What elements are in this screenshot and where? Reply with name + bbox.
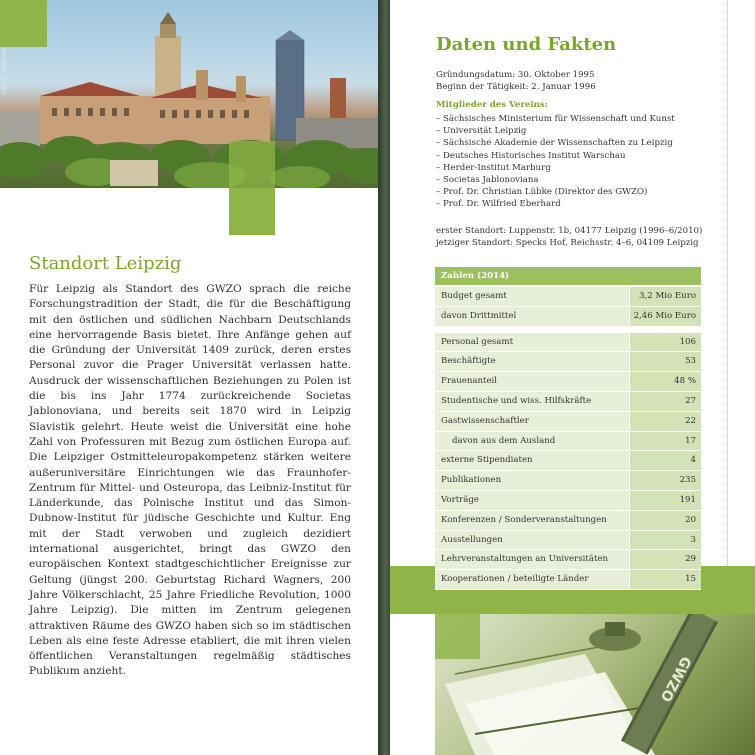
table-row bbox=[435, 432, 701, 452]
table-row bbox=[435, 491, 701, 511]
list-item: – Deutsches Historisches Institut Warschau bbox=[436, 150, 626, 161]
row-label: davon Drittmittel bbox=[435, 307, 629, 327]
row-value: 191 bbox=[629, 491, 701, 511]
page-spine bbox=[378, 0, 390, 755]
row-label: Frauenanteil bbox=[435, 372, 629, 392]
stats-table-header: Zahlen (2014) bbox=[435, 267, 701, 285]
decor-square-desk bbox=[435, 614, 480, 659]
table-row bbox=[435, 412, 701, 432]
row-value: 3 bbox=[629, 531, 701, 551]
row-label: davon aus dem Ausland bbox=[435, 432, 629, 452]
desk-photo bbox=[435, 614, 755, 755]
members-title: Mitglieder des Vereins: bbox=[436, 100, 548, 110]
row-value: 20 bbox=[629, 511, 701, 531]
row-value: 15 bbox=[629, 570, 701, 590]
lanyard-text: GWZO bbox=[656, 653, 694, 705]
row-value: 17 bbox=[629, 432, 701, 452]
table-row bbox=[435, 511, 701, 531]
list-item: – Prof. Dr. Christian Lübke (Direktor des GWZO) bbox=[436, 187, 648, 198]
decor-square-photo-overlay bbox=[229, 141, 275, 188]
leipzig-city-photo bbox=[0, 0, 378, 188]
row-label: Gastwissenschaftler bbox=[435, 412, 629, 432]
table-row bbox=[435, 471, 701, 491]
city-skyline-illustration bbox=[0, 0, 378, 188]
current-location: jetziger Standort: Specks Hof, Reichsstr. 4–6, 04109 Leipzig bbox=[436, 238, 699, 249]
row-label: Beschäftigte bbox=[435, 352, 629, 372]
table-row bbox=[435, 287, 701, 307]
table-row bbox=[435, 352, 701, 372]
table-row bbox=[435, 333, 701, 353]
row-value: 235 bbox=[629, 471, 701, 491]
row-label: Vorträge bbox=[435, 491, 629, 511]
row-label: Publikationen bbox=[435, 471, 629, 491]
row-value: 2,46 Mio Euro bbox=[629, 307, 701, 327]
table-row bbox=[435, 372, 701, 392]
table-row bbox=[435, 451, 701, 471]
table-row bbox=[435, 550, 701, 570]
row-label: Ausstellungen bbox=[435, 531, 629, 551]
photo-credit: Foto: © PUNKTUM bbox=[2, 48, 8, 94]
decor-square-top-left bbox=[0, 0, 47, 47]
activity-start-date: Beginn der Tätigkeit: 2. Januar 1996 bbox=[436, 82, 596, 93]
list-item: – Herder-Institut Marburg bbox=[436, 162, 551, 173]
page-margin-strip bbox=[390, 614, 435, 755]
row-value: 106 bbox=[629, 333, 701, 353]
row-value: 53 bbox=[629, 352, 701, 372]
first-location: erster Standort: Luppenstr. 1b, 04177 Leipzig (1996–6/2010) bbox=[436, 226, 703, 236]
row-label: Lehrveranstaltungen an Universitäten bbox=[435, 550, 629, 570]
decor-square-mid bbox=[229, 188, 275, 235]
row-value: 29 bbox=[629, 550, 701, 570]
row-value: 4 bbox=[629, 451, 701, 471]
list-item: – Universität Leipzig bbox=[436, 126, 527, 137]
locations bbox=[436, 225, 702, 249]
stats-table bbox=[435, 267, 701, 590]
list-item: – Societas Jablonoviana bbox=[436, 175, 539, 186]
row-label: Budget gesamt bbox=[435, 287, 629, 307]
table-row bbox=[435, 392, 701, 412]
row-label: Kooperationen / beteiligte Länder bbox=[435, 570, 629, 590]
row-value: 3,2 Mio Euro bbox=[629, 287, 701, 307]
row-label: Studentische und wiss. Hilfskräfte bbox=[435, 392, 629, 412]
table-row bbox=[435, 531, 701, 551]
list-item: – Sächsische Akademie der Wissenschaften zu Leipzig bbox=[436, 138, 673, 149]
row-label: Konferenzen / Sonderveranstaltungen bbox=[435, 511, 629, 531]
list-item: – Prof. Dr. Wilfried Eberhard bbox=[436, 199, 561, 210]
row-value: 22 bbox=[629, 412, 701, 432]
row-value: 27 bbox=[629, 392, 701, 412]
list-item: – Sächsisches Ministerium für Wissenschaft und Kunst bbox=[436, 114, 675, 124]
section-heading-standort: Standort Leipzig bbox=[29, 253, 182, 274]
row-label: Personal gesamt bbox=[435, 333, 629, 353]
standort-body-text: Für Leipzig als Standort des GWZO sprach die reiche Forschungstradition der Stadt, die für die Beschäftigung mit den östlichen und südlichen Nachbarn Deutschlands eine hervorragende Basis bietet. Ihre Anfänge gehen auf die Gründung der Universität 1409 zurück, deren erstes Personal zuvor die Prager Universität verlassen hatte. Ausdruck der wissenschaftlichen Beziehungen zu Polen ist die bis ins Jahr 1774 zurückreichende Societas Jablonoviana, und bereits seit 1870 wird in Leipzig Slavistik gelehrt. Heute weist die Universität eine hohe Zahl von Professuren mit Bezug zum östlichen Europa auf. Die Leipziger Ostmitteleuropakompetenz stärken weitere außeruniversitäre Einrichtungen wie das Fraunhofer-Zentrum für Mittel- und Osteuropa, das Leibniz-Institut für Länderkunde, das Polnische Institut und das Simon-Dubnow-Institut für jüdische Geschichte und Kultur. Eng mit der Stadt verwoben und zugleich dezidiert international ausgerichtet, bringt das GWZO den europäischen Kontext stadtgeschichtlicher Ereignisse zur Geltung (jüngst 200. Geburtstag Richard Wagners, 200 Jahre Völkerschlacht, 25 Jahre Friedliche Revolution, 1000 Jahre Leipzig). Die mitten im Zentrum gelegenen attraktiven Räume des GWZO haben sich so im städtischen Leben als eine feste Adresse etabliert, die mit ihren vielen öffentlichen Veranstaltungen regelmäßig städtisches Publikum anzieht. bbox=[29, 283, 351, 678]
table-row bbox=[435, 570, 701, 590]
founding-date: Gründungsdatum: 30. Oktober 1995 bbox=[436, 70, 595, 80]
desk-illustration bbox=[435, 614, 755, 755]
row-value: 48 % bbox=[629, 372, 701, 392]
row-label: externe Stipendiaten bbox=[435, 451, 629, 471]
table-row bbox=[435, 307, 701, 327]
founding-info bbox=[436, 69, 596, 93]
members-list bbox=[436, 113, 675, 211]
section-heading-daten: Daten und Fakten bbox=[436, 34, 617, 55]
